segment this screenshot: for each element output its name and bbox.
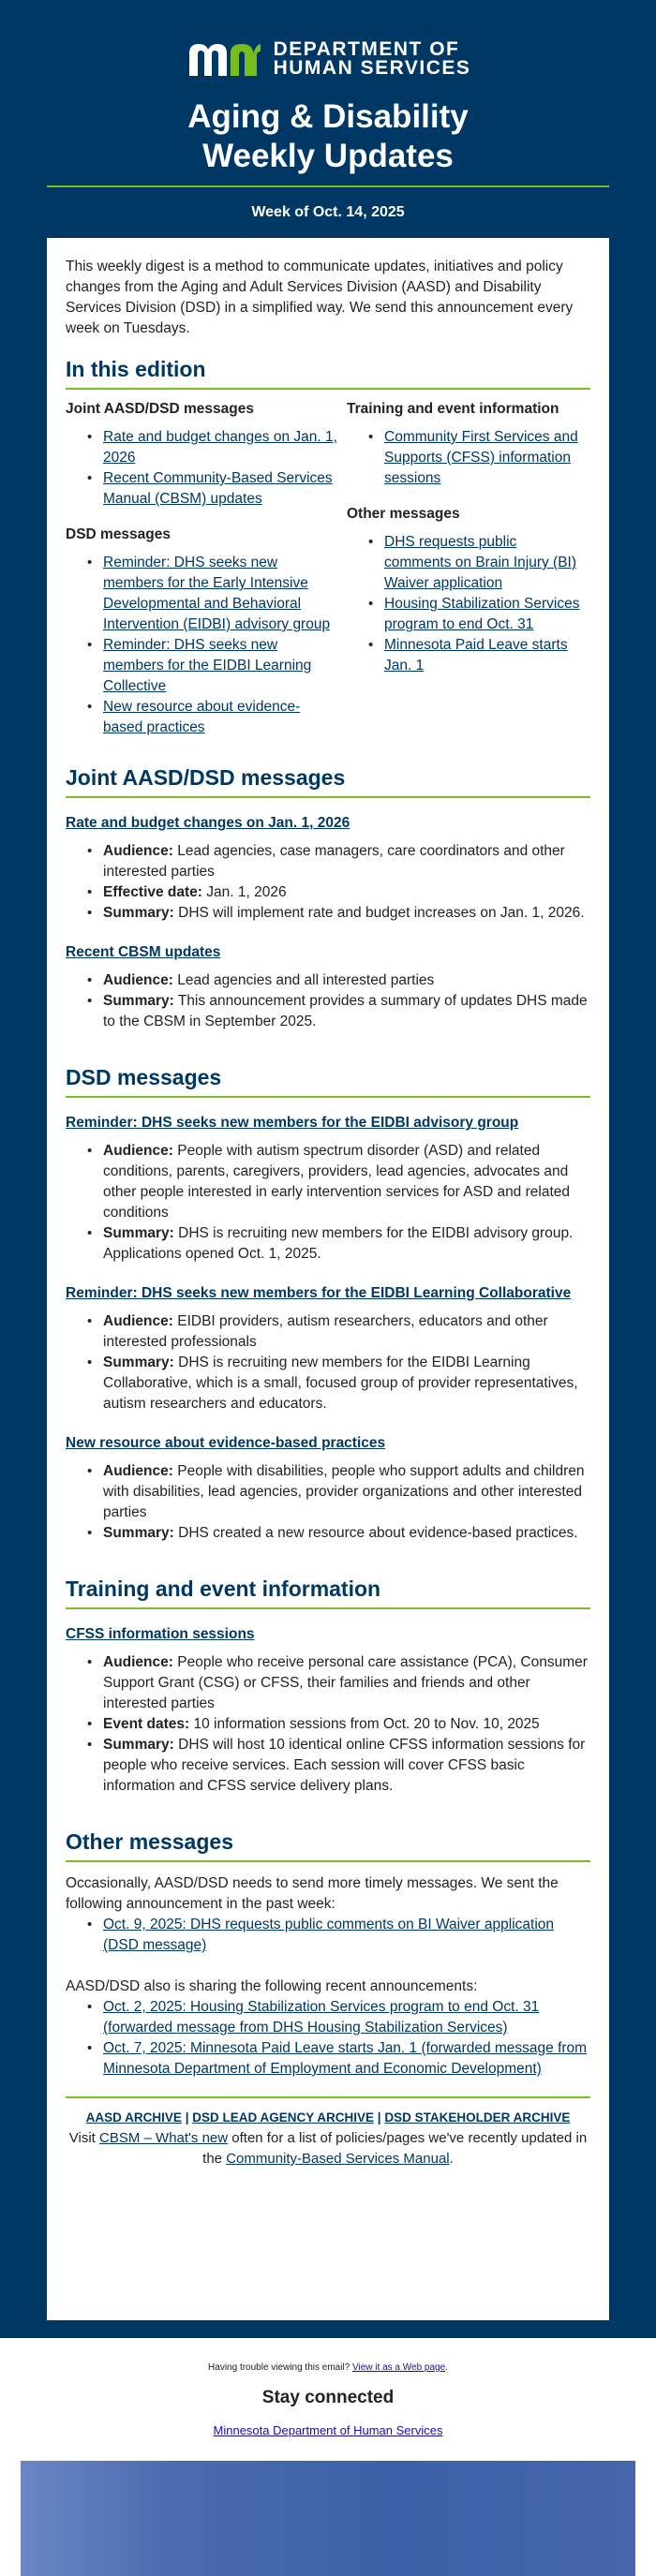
effective-label: Effective date: [103,884,202,900]
list-item [66,1997,590,2038]
archive-links [66,2096,590,2128]
stay-connected-heading: Stay connected [261,2388,395,2407]
title-divider [47,185,609,187]
list-item [66,427,347,468]
joint-section-heading: Joint AASD/DSD messages [66,764,590,798]
entry-details [66,1141,590,1265]
summary-value: This announcement provides a summary of updates DHS made to the CBSM in September 2025. [103,993,588,1029]
list-item [347,532,590,594]
entry-evidence-resource [66,1433,590,1544]
audience-label: Audience: [103,1463,173,1479]
audience-label: Audience: [103,1143,173,1159]
entry-cbsm [66,942,590,1032]
list-item [66,1652,590,1714]
separator: | [185,2110,189,2124]
toc-link-rate[interactable]: Rate and budget changes on Jan. 1, 2026 [103,429,337,466]
entry-eidbi-collective [66,1283,590,1414]
list-item [66,1915,590,1956]
toc-link-resource[interactable]: New resource about evidence-based practices [103,699,301,735]
paid-leave-announcement-link[interactable]: Oct. 7, 2025: Minnesota Paid Leave starts Jan. 1 (forwarded message from Minnesota Department of Employment and Economic Development) [103,2040,588,2077]
list-item [66,970,590,991]
list-item [66,991,590,1032]
summary-value: DHS will host 10 identical online CFSS information sessions for people who receive services. Each session will cover CFSS basic information and CFSS service delivery plans. [103,1737,586,1794]
other-intro-1: Occasionally, AASD/DSD needs to send more timely messages. We sent the following announcement in the past week: [66,1875,559,1912]
sent-announcements-list [66,1915,590,1956]
audience-label: Audience: [103,1654,173,1670]
toc-link-cbsm[interactable]: Recent Community-Based Services Manual (CBSM) updates [103,470,333,507]
trouble-text: Having trouble viewing this email? [208,2362,350,2373]
list-item [66,1311,590,1353]
cbsm-note [66,2128,590,2169]
bottom-image-band [21,2461,635,2576]
audience-value: Lead agencies and all interested parties [177,972,435,988]
toc-other-list [347,532,590,676]
list-item [66,882,590,903]
toc-heading: In this edition [66,356,590,390]
entry-title [66,942,590,963]
housing-announcement-link[interactable]: Oct. 2, 2025: Housing Stabilization Services program to end Oct. 31 (forwarded message from DHS Housing Stabilization Services) [103,1999,540,2036]
cbsm-note-middle: often for a list of policies/pages we've recently updated in the [202,2130,588,2167]
toc-link-eidbi-advisory[interactable]: Reminder: DHS seeks new members for the Early Intensive Developmental and Behavioral Intervention (EIDBI) advisory group [103,555,331,632]
cfss-sessions-link[interactable]: CFSS information sessions [66,1626,255,1642]
list-item [66,841,590,882]
rate-budget-link[interactable]: Rate and budget changes on Jan. 1, 2026 [66,815,350,831]
eidbi-collective-link[interactable]: Reminder: DHS seeks new members for the EIDBI Learning Collaborative [66,1285,572,1301]
summary-label: Summary: [103,1225,174,1241]
audience-value: People with disabilities, people who support adults and children with disabilities, lead agencies, provider organizations and other interested parties [103,1463,585,1520]
visit-text: Visit [68,2130,96,2146]
entry-details [66,841,590,924]
toc-other-heading: Other messages [347,506,460,522]
page-title [0,97,656,176]
list-item [66,635,347,697]
list-item [66,697,347,738]
evidence-resource-link[interactable]: New resource about evidence-based practices [66,1435,386,1451]
cbsm-manual-link[interactable]: Community-Based Services Manual [226,2151,450,2167]
toc-link-cfss[interactable]: Community First Services and Supports (CFSS) information sessions [384,429,578,486]
entry-cfss-sessions [66,1624,590,1797]
entry-title [66,1433,590,1454]
toc-joint-heading: Joint AASD/DSD messages [66,401,254,417]
email-footer [0,2362,656,2437]
list-item [66,903,590,924]
toc-link-paid-leave[interactable]: Minnesota Paid Leave starts Jan. 1 [384,637,568,674]
entry-details [66,1652,590,1797]
cbsm-whats-new-link[interactable]: CBSM – What's new [99,2130,229,2146]
audience-label: Audience: [103,843,173,859]
entry-rate-budget [66,813,590,924]
title-line-2: Weekly Updates [202,138,454,174]
audience-label: Audience: [103,1313,173,1329]
toc-dsd-heading: DSD messages [66,526,171,542]
other-intro-2: AASD/DSD also is sharing the following recent announcements: [66,1978,478,1994]
list-item [347,427,590,489]
summary-value: DHS is recruiting new members for the EIDBI Learning Collaborative, which is a small, focused group of provider representatives, autism researchers and educators. [103,1355,578,1412]
toc-link-housing[interactable]: Housing Stabilization Services program to end Oct. 31 [384,596,580,632]
logo-wordmark [274,40,471,78]
logo-line-2: HUMAN SERVICES [273,57,471,79]
trouble-end: . [445,2362,448,2373]
list-item [66,468,347,510]
toc-right-column [347,399,590,738]
effective-value: Jan. 1, 2026 [206,884,287,900]
content-card [47,238,609,2320]
aasd-archive-link[interactable]: AASD ARCHIVE [85,2110,182,2124]
summary-value: DHS is recruiting new members for the EIDBI advisory group. Applications opened Oct. 1, 2025. [103,1225,574,1262]
table-of-contents [66,399,590,738]
cbsm-updates-link[interactable]: Recent CBSM updates [66,944,221,960]
entry-details [66,1311,590,1414]
mn-dhs-link[interactable]: Minnesota Department of Human Services [213,2423,443,2437]
org-link-row [0,2423,656,2437]
week-label: Week of Oct. 14, 2025 [251,204,405,220]
toc-training-list [347,427,590,489]
dsd-section-heading: DSD messages [66,1064,590,1098]
entry-title [66,1624,590,1645]
eidbi-advisory-link[interactable]: Reminder: DHS seeks new members for the EIDBI advisory group [66,1115,519,1131]
trouble-viewing-text [0,2362,656,2373]
audience-value: People with autism spectrum disorder (ASD) and related conditions, parents, caregivers, providers, lead agencies, advocates and other people interested in early intervention services for ASD and related conditions [103,1143,571,1221]
toc-joint-list [66,427,347,510]
logo-line-1: DEPARTMENT OF [273,38,460,60]
mn-logo-icon [186,40,264,78]
dsd-lead-agency-archive-link[interactable]: DSD LEAD AGENCY ARCHIVE [192,2110,375,2124]
separator: | [377,2110,381,2124]
audience-value: People who receive personal care assistance (PCA), Consumer Support Grant (CSG) or CFSS, their families and friends and other interested parties [103,1654,588,1711]
entry-title [66,1113,590,1133]
toc-left-column [66,399,347,738]
bi-waiver-announcement-link[interactable]: Oct. 9, 2025: DHS requests public comments on BI Waiver application (DSD message) [103,1917,555,1953]
dsd-stakeholder-archive-link[interactable]: DSD STAKEHOLDER ARCHIVE [384,2110,571,2124]
toc-link-eidbi-collective[interactable]: Reminder: DHS seeks new members for the EIDBI Learning Collective [103,637,312,694]
list-item [66,1461,590,1523]
list-item [66,1523,590,1544]
other-section-heading: Other messages [66,1828,590,1862]
list-item [66,1141,590,1223]
list-item [66,1735,590,1797]
list-item [66,2038,590,2080]
event-dates-value: 10 information sessions from Oct. 20 to Nov. 10, 2025 [193,1716,540,1732]
toc-link-bi-waiver[interactable]: DHS requests public comments on Brain Injury (BI) Waiver application [384,534,577,591]
title-line-1: Aging & Disability [187,98,469,135]
list-item [66,553,347,635]
entry-title [66,813,590,834]
summary-label: Summary: [103,993,174,1009]
list-item [347,594,590,635]
dhs-logo [0,36,656,82]
cbsm-note-end: . [449,2151,454,2167]
audience-value: Lead agencies, case managers, care coordinators and other interested parties [103,843,565,880]
training-section-heading: Training and event information [66,1576,590,1609]
summary-value: DHS will implement rate and budget increases on Jan. 1, 2026. [178,905,585,921]
entry-details [66,1461,590,1544]
web-page-link[interactable]: View it as a Web page [352,2362,446,2373]
intro-paragraph: This weekly digest is a method to communicate updates, initiatives and policy changes from the Aging and Adult Services Division (AASD) and Disability Services Division (DSD) in a simplified way. We send this announcement every week on Tuesdays. [66,259,574,336]
summary-label: Summary: [103,1737,174,1753]
summary-value: DHS created a new resource about evidence-based practices. [178,1525,578,1541]
entry-title [66,1283,590,1304]
toc-training-heading: Training and event information [347,401,559,417]
summary-label: Summary: [103,1355,174,1370]
list-item [66,1353,590,1414]
entry-eidbi-advisory [66,1113,590,1265]
list-item [347,635,590,676]
audience-label: Audience: [103,972,173,988]
shared-announcements-list [66,1997,590,2080]
list-item [66,1223,590,1265]
summary-label: Summary: [103,905,174,921]
entry-details [66,970,590,1032]
audience-value: EIDBI providers, autism researchers, educators and other interested professionals [103,1313,548,1350]
event-dates-label: Event dates: [103,1716,190,1732]
summary-label: Summary: [103,1525,174,1541]
toc-dsd-list [66,553,347,738]
list-item [66,1714,590,1735]
